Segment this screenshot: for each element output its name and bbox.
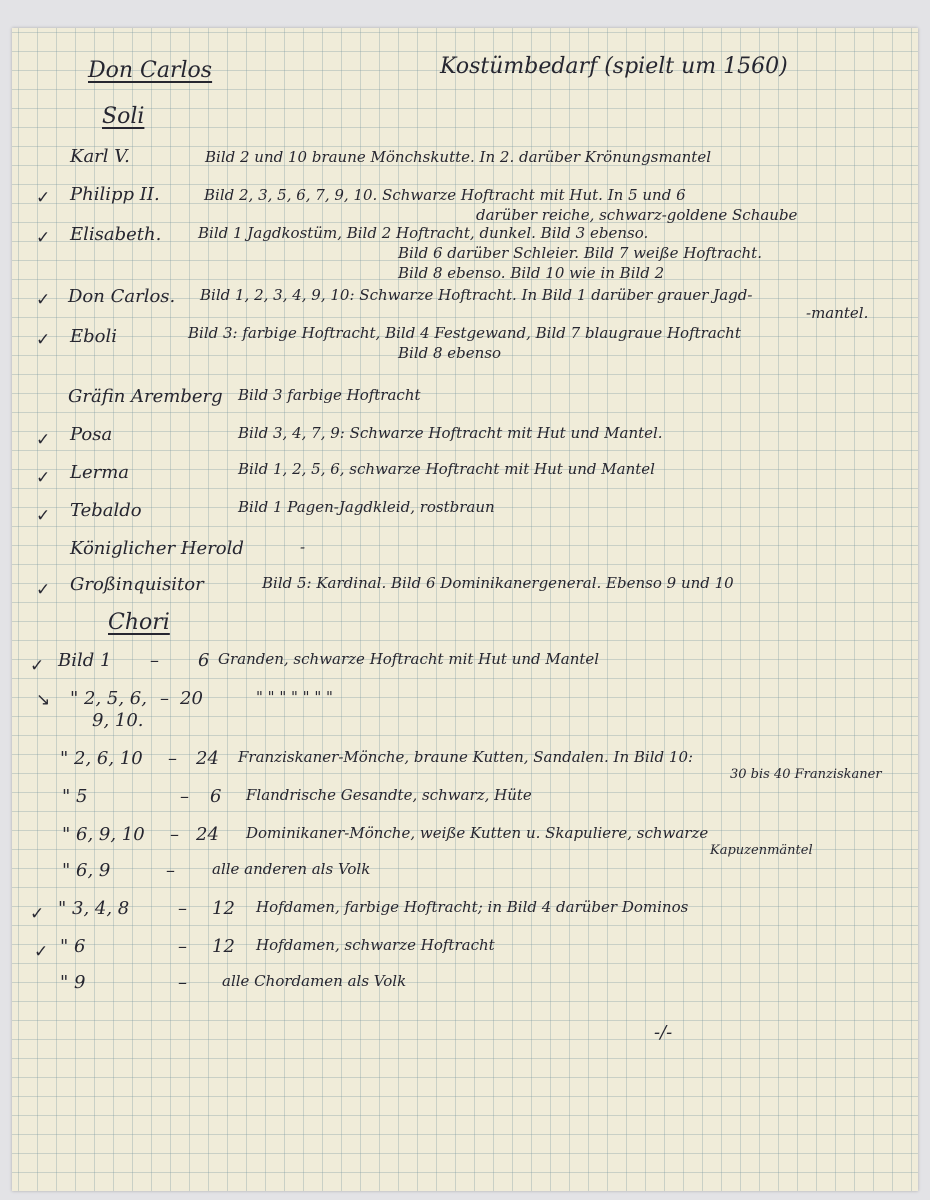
dash: –	[160, 688, 169, 709]
chori-count: 20	[180, 688, 203, 709]
chori-prefix: " 9	[60, 972, 86, 993]
role-description: Bild 1 Pagen-Jagdkleid, rostbraun	[238, 498, 495, 516]
role-name: Elisabeth.	[70, 224, 162, 245]
role-description: Bild 3: farbige Hoftracht, Bild 4 Festgewand, Bild 7 blaugraue Hoftracht	[188, 324, 741, 342]
dash: –	[178, 936, 187, 957]
role-description: Bild 2 und 10 braune Mönchskutte. In 2. darüber Krönungsmantel	[205, 148, 712, 166]
chori-heading: Chori	[108, 610, 170, 635]
chori-prefix: Bild 1	[58, 650, 112, 671]
role-description: Bild 2, 3, 5, 6, 7, 9, 10. Schwarze Hoftracht mit Hut. In 5 und 6	[204, 186, 686, 204]
role-name: Gräfin Aremberg	[68, 386, 223, 407]
chori-count: 12	[212, 936, 235, 957]
dash: –	[170, 824, 179, 845]
role-name: Großinquisitor	[70, 574, 204, 595]
role-description: darüber reiche, schwarz-goldene Schaube	[476, 206, 798, 224]
role-description: Bild 6 darüber Schleier. Bild 7 weiße Hoftracht.	[398, 244, 762, 262]
role-description: Bild 1 Jagdkostüm, Bild 2 Hoftracht, dunkel. Bild 3 ebenso.	[198, 224, 649, 242]
chori-description: Granden, schwarze Hoftracht mit Hut und Mantel	[218, 650, 600, 668]
role-name: Lerma	[70, 462, 130, 483]
role-description: Bild 8 ebenso	[398, 344, 502, 362]
role-name: Tebaldo	[70, 500, 142, 521]
chori-prefix-continued: 9, 10.	[92, 710, 144, 731]
chori-description: 30 bis 40 Franziskaner	[730, 767, 882, 782]
role-name: Posa	[70, 424, 113, 445]
role-name: Eboli	[70, 326, 118, 347]
chori-description: alle anderen als Volk	[212, 860, 371, 878]
chori-prefix: " 6, 9, 10	[62, 824, 145, 845]
chori-prefix: " 2, 5, 6,	[70, 688, 147, 709]
role-description: Bild 3, 4, 7, 9: Schwarze Hoftracht mit Hut und Mantel.	[238, 424, 663, 442]
chori-count: 24	[196, 748, 219, 769]
role-description: Bild 3 farbige Hoftracht	[238, 386, 421, 404]
checkmark-icon: ✓	[36, 468, 51, 488]
chori-prefix: " 2, 6, 10	[60, 748, 143, 769]
checkmark-icon: ✓	[34, 942, 49, 962]
dash: –	[168, 748, 177, 769]
checkmark-icon: ✓	[36, 430, 51, 450]
closing-mark: -/-	[654, 1022, 673, 1043]
soli-heading: Soli	[102, 104, 145, 129]
chori-prefix: " 5	[62, 786, 88, 807]
role-name: Don Carlos.	[68, 286, 176, 307]
dash: –	[166, 860, 175, 881]
chori-count: 6	[198, 650, 210, 671]
chori-description: alle Chordamen als Volk	[222, 972, 407, 990]
chori-count: 12	[212, 898, 235, 919]
checkmark-icon: ✓	[36, 506, 51, 526]
chori-description: Flandrische Gesandte, schwarz, Hüte	[246, 786, 532, 804]
document-subtitle: Kostümbedarf (spielt um 1560)	[440, 54, 788, 79]
role-description: Bild 8 ebenso. Bild 10 wie in Bild 2	[398, 264, 665, 282]
checkmark-icon: ✓	[30, 656, 45, 676]
dash: –	[150, 650, 159, 671]
role-description: -mantel.	[806, 304, 869, 322]
checkmark-icon: ✓	[36, 228, 51, 248]
dash: –	[180, 786, 189, 807]
checkmark-icon: ✓	[36, 290, 51, 310]
chori-prefix: " 6	[60, 936, 86, 957]
chori-description: Kapuzenmäntel	[710, 843, 813, 858]
chori-description: " " " " " " "	[256, 688, 333, 706]
chori-description: Dominikaner-Mönche, weiße Kutten u. Skapuliere, schwarze	[246, 824, 709, 842]
role-description: Bild 5: Kardinal. Bild 6 Dominikanergeneral. Ebenso 9 und 10	[262, 574, 734, 592]
role-name: Karl V.	[70, 146, 130, 167]
role-name: Philipp II.	[70, 184, 160, 205]
checkmark-icon: ✓	[36, 580, 51, 600]
chori-description: Franziskaner-Mönche, braune Kutten, Sandalen. In Bild 10:	[238, 748, 694, 766]
chori-count: 6	[210, 786, 222, 807]
arrow-icon: ↘	[36, 690, 51, 710]
document-title: Don Carlos	[88, 58, 213, 83]
checkmark-icon: ✓	[30, 904, 45, 924]
checkmark-icon: ✓	[36, 188, 51, 208]
chori-description: Hofdamen, farbige Hoftracht; in Bild 4 darüber Dominos	[256, 898, 689, 916]
role-description: -	[300, 538, 306, 556]
chori-count: 24	[196, 824, 219, 845]
chori-description: Hofdamen, schwarze Hoftracht	[256, 936, 495, 954]
dash: –	[178, 898, 187, 919]
chori-prefix: " 6, 9	[62, 860, 111, 881]
role-name: Königlicher Herold	[70, 538, 244, 559]
dash: –	[178, 972, 187, 993]
chori-prefix: " 3, 4, 8	[58, 898, 130, 919]
role-description: Bild 1, 2, 5, 6, schwarze Hoftracht mit Hut und Mantel	[238, 460, 655, 478]
role-description: Bild 1, 2, 3, 4, 9, 10: Schwarze Hoftracht. In Bild 1 darüber grauer Jagd-	[200, 286, 753, 304]
checkmark-icon: ✓	[36, 330, 51, 350]
